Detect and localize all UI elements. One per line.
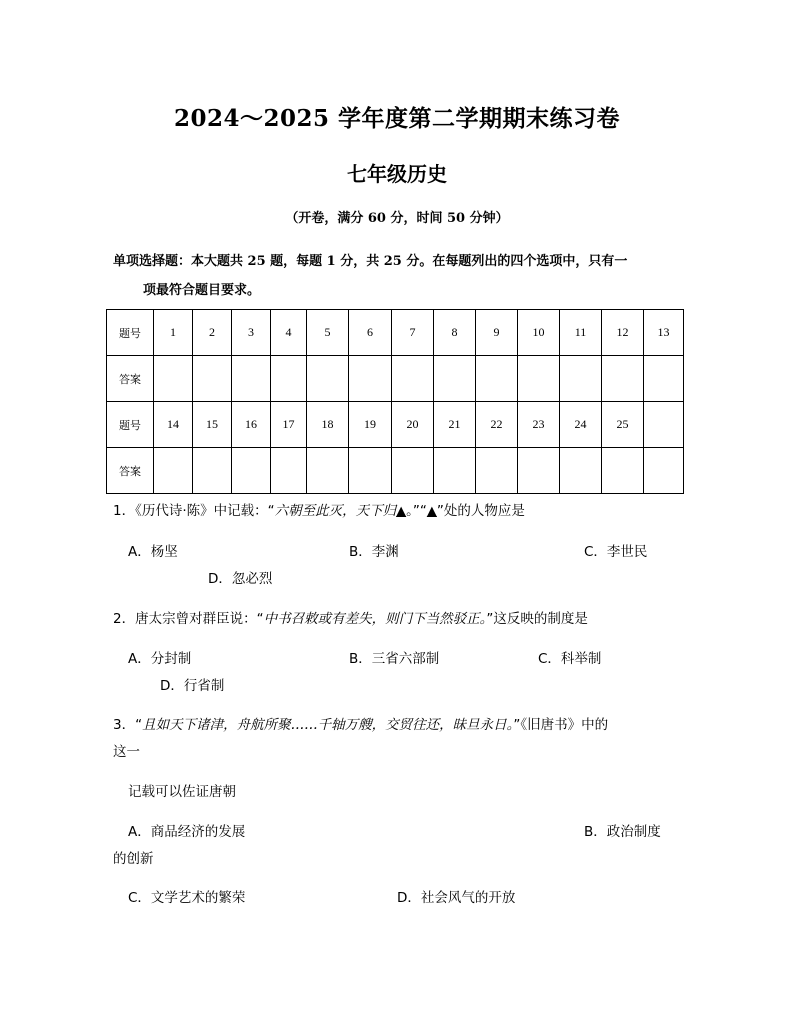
section-instruction bbox=[113, 247, 688, 305]
answer-cell[interactable] bbox=[271, 356, 307, 402]
answer-cell[interactable] bbox=[602, 356, 644, 402]
num-cell: 1 bbox=[154, 310, 193, 356]
num-cell: 8 bbox=[434, 310, 476, 356]
num-cell: 16 bbox=[232, 402, 271, 448]
ans-label-cell: 答案 bbox=[107, 356, 154, 402]
q2-stem-a: 2．唐太宗曾对群臣说：“ bbox=[113, 611, 264, 627]
q2-option-a: A．分封制 bbox=[128, 651, 192, 667]
num-cell: 6 bbox=[349, 310, 392, 356]
instruction-line-1: 单项选择题：本大题共 25 题，每题 1 分，共 25 分。在每题列出的四个选项中，只有一 bbox=[113, 254, 628, 269]
table-row-answers-2 bbox=[107, 448, 684, 494]
q3-option-d: D．社会风气的开放 bbox=[397, 890, 516, 906]
num-cell: 22 bbox=[476, 402, 518, 448]
num-cell: 20 bbox=[392, 402, 434, 448]
answer-cell[interactable] bbox=[193, 448, 232, 494]
num-cell: 14 bbox=[154, 402, 193, 448]
num-label-cell: 题号 bbox=[107, 310, 154, 356]
table-row-numbers-2 bbox=[107, 402, 684, 448]
q3-quote: 且如天下诸津，舟航所聚……千轴万艘，交贸往还，昧旦永日。 bbox=[142, 717, 514, 733]
answer-cell[interactable] bbox=[476, 356, 518, 402]
q1-option-a: A．杨坚 bbox=[128, 544, 178, 560]
answer-cell[interactable] bbox=[518, 356, 560, 402]
q1-stem-a: 1．《历代诗·陈》中记载：“ bbox=[113, 503, 275, 519]
answer-cell[interactable] bbox=[518, 448, 560, 494]
num-cell: 13 bbox=[644, 310, 684, 356]
q3-stem-d: 记载可以佐证唐朝 bbox=[128, 784, 236, 800]
q3-option-c: C．文学艺术的繁荣 bbox=[128, 890, 246, 906]
table-row-answers-1 bbox=[107, 356, 684, 402]
num-cell: 10 bbox=[518, 310, 560, 356]
triangle-mark: ▲ bbox=[396, 504, 407, 519]
answer-cell[interactable] bbox=[349, 448, 392, 494]
num-cell: 3 bbox=[232, 310, 271, 356]
answer-cell[interactable] bbox=[307, 448, 349, 494]
answer-cell[interactable] bbox=[560, 356, 602, 402]
num-cell: 12 bbox=[602, 310, 644, 356]
num-cell: 23 bbox=[518, 402, 560, 448]
q2-quote: 中书召敕或有差失，则门下当然驳正。 bbox=[263, 611, 487, 627]
ans-label-cell: 答案 bbox=[107, 448, 154, 494]
q2-option-b: B．三省六部制 bbox=[349, 651, 440, 667]
answer-cell[interactable] bbox=[434, 448, 476, 494]
num-cell: 21 bbox=[434, 402, 476, 448]
q1-option-c: C．李世民 bbox=[584, 544, 648, 560]
q2-option-c: C．科举制 bbox=[538, 651, 602, 667]
q2-option-d: D．行省制 bbox=[160, 678, 225, 694]
q3-stem-b: ”《旧唐书》中的 bbox=[513, 717, 609, 733]
answer-cell[interactable] bbox=[644, 356, 684, 402]
num-cell: 2 bbox=[193, 310, 232, 356]
answer-cell[interactable] bbox=[154, 356, 193, 402]
num-cell: 9 bbox=[476, 310, 518, 356]
exam-subtitle: 七年级历史 bbox=[347, 162, 447, 186]
answer-cell[interactable] bbox=[232, 356, 271, 402]
answer-cell[interactable] bbox=[232, 448, 271, 494]
q3-option-a: A．商品经济的发展 bbox=[128, 824, 246, 840]
exam-note: （开卷，满分 60 分，时间 50 分钟） bbox=[285, 211, 509, 226]
num-cell: 4 bbox=[271, 310, 307, 356]
num-cell: 7 bbox=[392, 310, 434, 356]
answer-cell[interactable] bbox=[193, 356, 232, 402]
answer-cell[interactable] bbox=[476, 448, 518, 494]
num-cell: 15 bbox=[193, 402, 232, 448]
num-cell: 24 bbox=[560, 402, 602, 448]
exam-title: 2024～2025 学年度第二学期期末练习卷 bbox=[173, 105, 621, 132]
instruction-line-2: 项最符合题目要求。 bbox=[143, 283, 261, 298]
answer-cell[interactable] bbox=[560, 448, 602, 494]
question-2-stem bbox=[113, 607, 588, 627]
num-cell: 17 bbox=[271, 402, 307, 448]
q3-option-b-cont: 的创新 bbox=[113, 851, 154, 867]
q1-option-d: D．忽必烈 bbox=[208, 571, 273, 587]
answer-cell[interactable] bbox=[434, 356, 476, 402]
q1-option-b: B．李渊 bbox=[349, 544, 399, 560]
num-cell: 25 bbox=[602, 402, 644, 448]
triangle-mark: ▲ bbox=[426, 504, 437, 519]
q3-option-b: B．政治制度 bbox=[584, 824, 661, 840]
num-cell: 19 bbox=[349, 402, 392, 448]
num-cell: 5 bbox=[307, 310, 349, 356]
q1-stem-c: ”处的人物应是 bbox=[436, 503, 525, 519]
q3-stem-c: 这一 bbox=[113, 744, 140, 760]
question-1-stem bbox=[113, 499, 525, 519]
answer-cell[interactable] bbox=[602, 448, 644, 494]
answer-table bbox=[106, 309, 684, 494]
num-cell: 18 bbox=[307, 402, 349, 448]
answer-cell[interactable] bbox=[392, 356, 434, 402]
num-label-cell: 题号 bbox=[107, 402, 154, 448]
answer-cell[interactable] bbox=[644, 448, 684, 494]
answer-cell[interactable] bbox=[307, 356, 349, 402]
q1-quote: 六朝至此灭，天下归 bbox=[274, 503, 397, 519]
answer-cell[interactable] bbox=[271, 448, 307, 494]
table-row-numbers-1 bbox=[107, 310, 684, 356]
num-cell bbox=[644, 402, 684, 448]
question-3-stem bbox=[113, 713, 608, 733]
q1-stem-b: 。”“ bbox=[406, 503, 427, 519]
q3-stem-a: 3．“ bbox=[113, 717, 143, 733]
q2-stem-b: ”这反映的制度是 bbox=[486, 611, 588, 627]
answer-cell[interactable] bbox=[349, 356, 392, 402]
num-cell: 11 bbox=[560, 310, 602, 356]
answer-cell[interactable] bbox=[392, 448, 434, 494]
answer-cell[interactable] bbox=[154, 448, 193, 494]
